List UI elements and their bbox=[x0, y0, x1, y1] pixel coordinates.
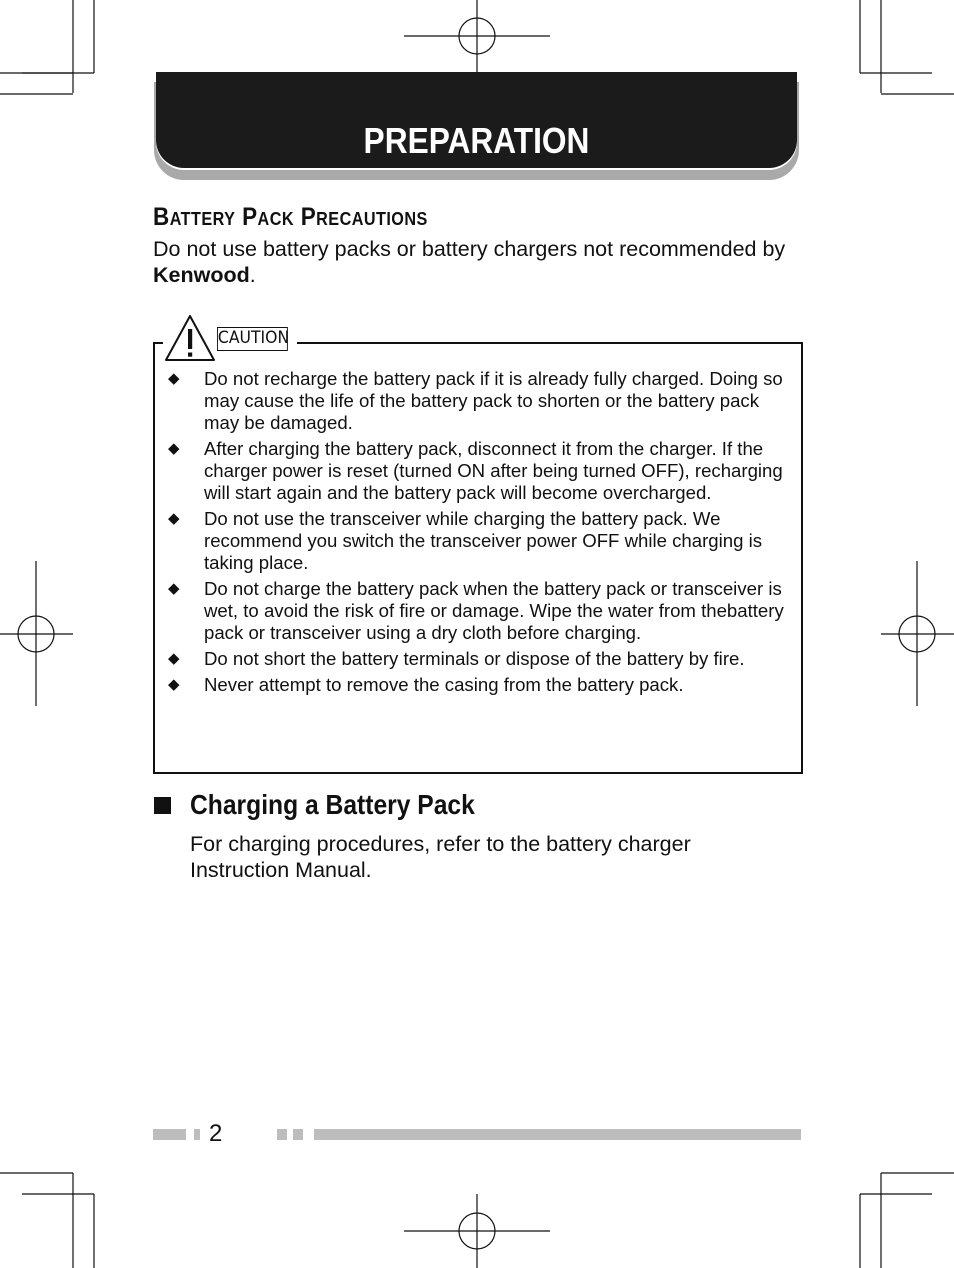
footer-bar-left bbox=[153, 1129, 186, 1140]
caution-item bbox=[166, 648, 790, 670]
footer-square bbox=[277, 1129, 287, 1140]
caution-item-text: Do not recharge the battery pack if it is already fully charged. Doing so may cause the life of the battery pack to shorten or the battery pack may be damaged. bbox=[204, 368, 783, 433]
black-square-bullet-icon bbox=[154, 797, 171, 814]
intro-suffix: . bbox=[249, 263, 256, 287]
diamond-bullet-icon: ◆ bbox=[168, 650, 180, 667]
caution-item-text: Do not charge the battery pack when the battery pack or transceiver is wet, to avoid the risk of fire or damage. Wipe the water from thebattery pack or transceiver using a dry cloth before charging. bbox=[204, 578, 784, 643]
diamond-bullet-icon: ◆ bbox=[168, 676, 180, 693]
caution-item-text: After charging the battery pack, disconnect it from the charger. If the charger power is reset (turned ON after being turned OFF), recharging will start again and the battery pack will become overcharged. bbox=[204, 438, 783, 503]
footer-bar-right bbox=[314, 1129, 801, 1140]
subsection-title: Charging a Battery Pack bbox=[190, 789, 475, 820]
intro-text: Do not use battery packs or battery chargers not recommended by bbox=[153, 237, 786, 261]
footer-square bbox=[293, 1129, 303, 1140]
caution-item bbox=[166, 368, 790, 434]
diamond-bullet-icon: ◆ bbox=[168, 510, 180, 527]
brand-name: Kenwood bbox=[153, 263, 250, 287]
caution-item bbox=[166, 578, 790, 644]
chapter-title: PREPARATION bbox=[363, 120, 590, 161]
diamond-bullet-icon: ◆ bbox=[168, 370, 180, 387]
subsection-body: For charging procedures, refer to the battery charger Instruction Manual. bbox=[190, 832, 691, 882]
diamond-bullet-icon: ◆ bbox=[168, 580, 180, 597]
diamond-bullet-icon: ◆ bbox=[168, 440, 180, 457]
caution-item bbox=[166, 674, 790, 696]
caution-item bbox=[166, 438, 790, 504]
caution-label: CAUTION bbox=[217, 327, 288, 351]
caution-item bbox=[166, 508, 790, 574]
section-intro bbox=[153, 236, 813, 288]
caution-item-text: Do not use the transceiver while charging the battery pack. We recommend you switch the transceiver power OFF while charging is taking place. bbox=[204, 508, 763, 573]
caution-item-text: Never attempt to remove the casing from the battery pack. bbox=[204, 674, 684, 695]
section-title: Battery Pack Precautions bbox=[153, 203, 428, 231]
page-number: 2 bbox=[209, 1120, 223, 1147]
warning-triangle-icon bbox=[164, 313, 216, 363]
caution-list bbox=[166, 368, 790, 700]
footer-bar-left-small bbox=[194, 1129, 200, 1140]
chapter-banner bbox=[156, 72, 797, 168]
caution-item-text: Do not short the battery terminals or dispose of the battery by fire. bbox=[204, 648, 745, 669]
